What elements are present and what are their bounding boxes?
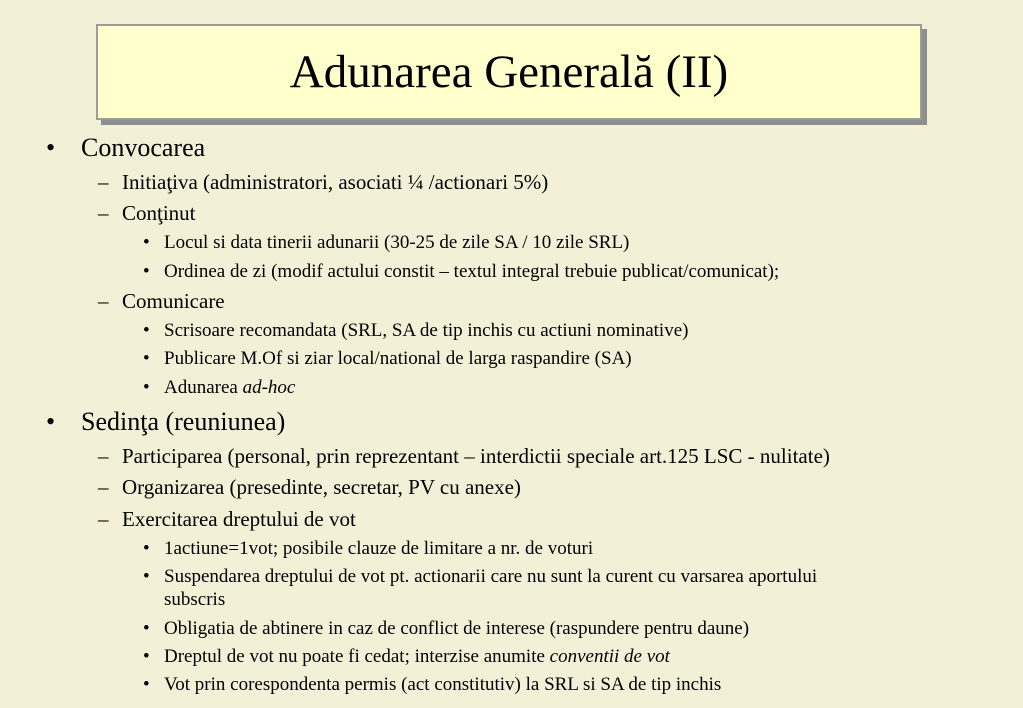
- subitem-label: Comunicare: [122, 289, 225, 313]
- detail-italic: conventii de vot: [549, 646, 670, 667]
- subitem-label: Participarea (personal, prin reprezentant – interdictii speciale art.125 LSC - nulitate): [122, 444, 830, 468]
- bullet-marker: •: [143, 646, 150, 667]
- dash-marker: –: [98, 170, 109, 194]
- detail-label: Scrisoare recomandata (SRL, SA de tip inchis cu actiuni nominative): [164, 320, 689, 341]
- bullet-marker: •: [143, 232, 150, 253]
- bullet-marker: •: [46, 133, 56, 162]
- section-label: Convocarea: [81, 133, 206, 162]
- bullet-marker: •: [143, 674, 150, 695]
- detail-label: Suspendarea dreptului de vot pt. actionarii care nu sunt la curent cu varsarea aportului: [164, 566, 818, 587]
- detail-label: Locul si data tinerii adunarii (30-25 de zile SA / 10 zile SRL): [164, 232, 630, 253]
- bullet-marker: •: [143, 538, 150, 559]
- detail-label: Vot prin corespondenta permis (act constitutiv) la SRL si SA de tip inchis: [164, 674, 722, 695]
- section-label: Sedinţa (reuniunea): [81, 407, 286, 436]
- detail-label: [164, 377, 295, 399]
- title-box: [96, 24, 922, 120]
- bullet-marker: •: [46, 407, 56, 436]
- detail-label: 1actiune=1vot; posibile clauze de limitare a nr. de voturi: [164, 538, 594, 559]
- subitem-label: Initiaţiva (administratori, asociati ¼ /actionari 5%): [122, 170, 549, 194]
- detail-label: Publicare M.Of si ziar local/national de larga raspandire (SA): [164, 348, 632, 369]
- bullet-marker: •: [143, 566, 150, 587]
- dash-marker: –: [98, 201, 109, 225]
- bullet-marker: •: [143, 348, 150, 369]
- bullet-marker: •: [143, 320, 150, 341]
- detail-label: subscris: [164, 589, 226, 610]
- detail-label: [164, 646, 670, 668]
- dash-marker: –: [98, 507, 109, 531]
- dash-marker: –: [98, 289, 109, 313]
- subitem-label: Exercitarea dreptului de vot: [122, 507, 356, 531]
- detail-label: Ordinea de zi (modif actului constit – textul integral trebuie publicat/comunicat);: [164, 261, 780, 282]
- bullet-marker: •: [143, 377, 150, 398]
- slide-title: Adunarea Generală (II): [289, 45, 729, 98]
- subitem-label: Organizarea (presedinte, secretar, PV cu anexe): [122, 475, 521, 499]
- dash-marker: –: [98, 475, 109, 499]
- subitem-label: Conţinut: [122, 201, 196, 225]
- bullet-marker: •: [143, 261, 150, 282]
- detail-text: Adunarea: [164, 377, 243, 398]
- detail-label: Obligatia de abtinere in caz de conflict de interese (raspundere pentru daune): [164, 618, 750, 639]
- bullet-marker: •: [143, 618, 150, 639]
- detail-text: Dreptul de vot nu poate fi cedat; interzise anumite: [164, 646, 550, 667]
- detail-italic: ad-hoc: [242, 377, 296, 398]
- dash-marker: –: [98, 444, 109, 468]
